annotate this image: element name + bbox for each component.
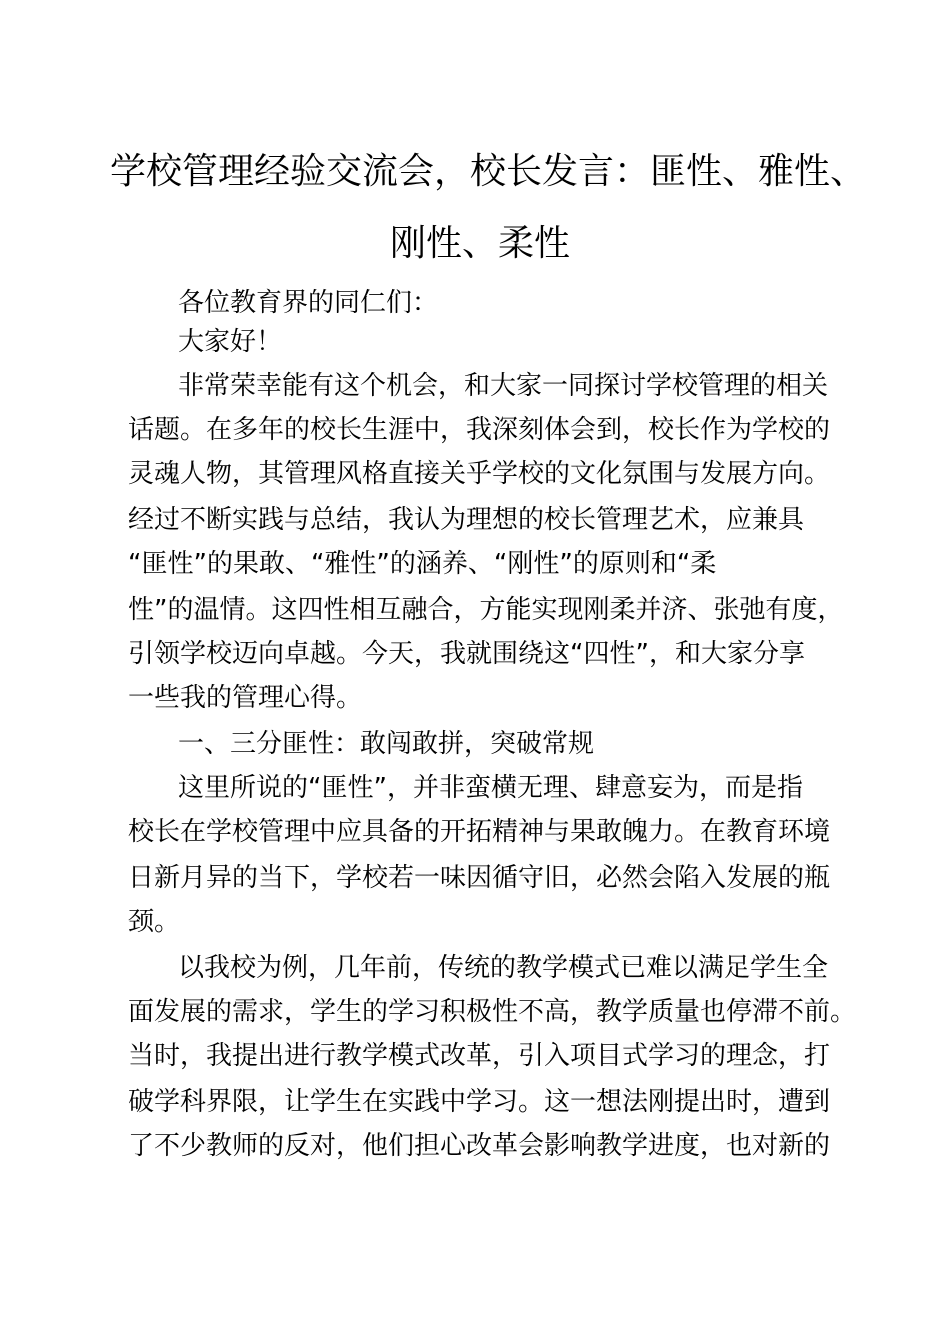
salutation: 各位教育界的同仁们： [178, 288, 439, 318]
body-line: 性”的温情。这四性相互融合，方能实现刚柔并济、张弛有度， [128, 595, 844, 625]
body-line: 经过不断实践与总结，我认为理想的校长管理艺术，应兼具 [128, 505, 805, 535]
body-line: 以我校为例，几年前，传统的教学模式已难以满足学生全 [178, 953, 829, 983]
body-line: 非常荣幸能有这个机会，和大家一同探讨学校管理的相关 [178, 371, 829, 401]
body-line: 日新月异的当下，学校若一味因循守旧，必然会陷入发展的瓶 [128, 863, 831, 893]
body-line: 破学科界限，让学生在实践中学习。这一想法刚提出时，遭到 [128, 1087, 831, 1117]
section-heading: 一、三分匪性：敢闯敢拼，突破常规 [178, 729, 595, 759]
body-line: 引领学校迈向卓越。今天，我就围绕这“四性”，和大家分享 [128, 639, 805, 669]
body-line: 颈。 [128, 907, 181, 937]
body-line: 一些我的管理心得。 [128, 683, 363, 713]
body-line: 了不少教师的反对，他们担心改革会影响教学进度，也对新的 [128, 1131, 831, 1161]
greeting: 大家好！ [178, 327, 283, 357]
body-line: 灵魂人物，其管理风格直接关乎学校的文化氛围与发展方向。 [128, 459, 831, 489]
document-title-line-2: 刚性、柔性 [389, 223, 570, 264]
body-line: 当时，我提出进行教学模式改革，引入项目式学习的理念，打 [128, 1041, 831, 1071]
body-line: 校长在学校管理中应具备的开拓精神与果敢魄力。在教育环境 [128, 817, 831, 847]
body-line: “匪性”的果敢、“雅性”的涵养、“刚性”的原则和“柔 [128, 549, 717, 579]
body-line: 这里所说的“匪性”，并非蛮横无理、肆意妄为，而是指 [178, 773, 803, 803]
body-line: 面发展的需求，学生的学习积极性不高，教学质量也停滞不前。 [128, 997, 857, 1027]
body-line: 话题。在多年的校长生涯中，我深刻体会到，校长作为学校的 [128, 415, 831, 445]
document-title-line-1: 学校管理经验交流会，校长发言：匪性、雅性、 [110, 151, 867, 192]
